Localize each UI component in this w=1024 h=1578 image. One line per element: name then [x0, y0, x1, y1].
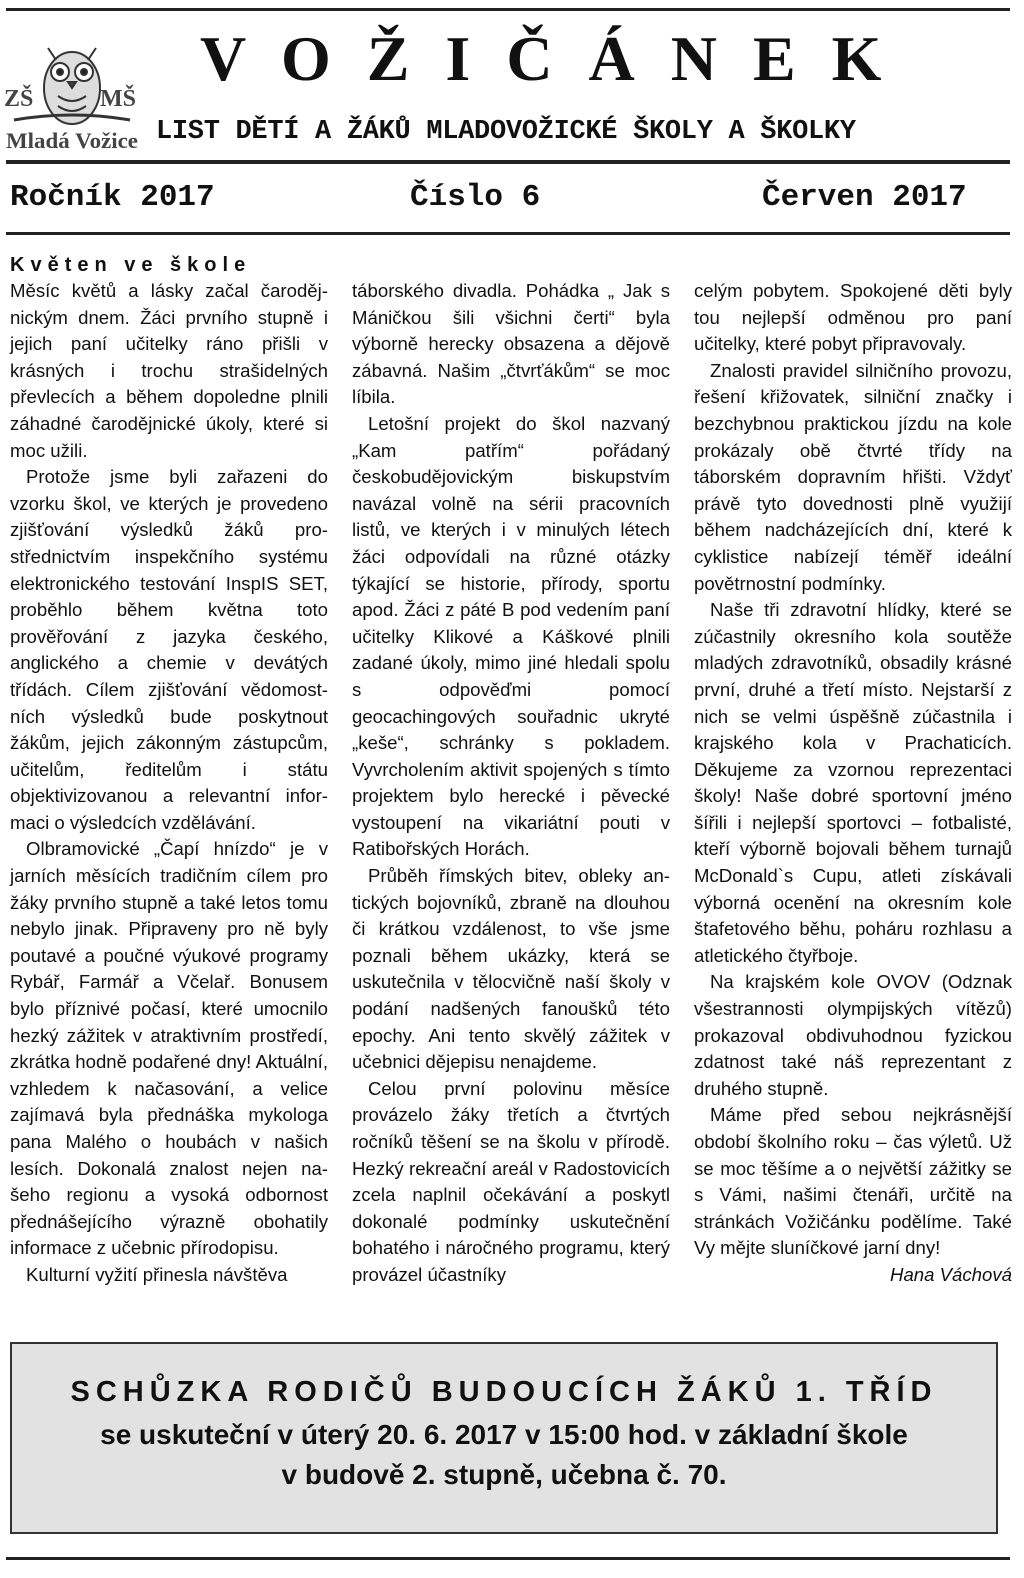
paragraph-last [694, 1102, 1012, 1285]
paragraph: celým pobytem. Spokojené děti byly tou nejlepší odměnou pro paní učitelky, které pobyt připravovaly. [694, 280, 1012, 355]
top-rule [6, 8, 1010, 11]
newsletter-subtitle: LIST DĚTÍ A ŽÁKŮ MLADOVOŽICKÉ ŠKOLY A ŠKOLKY [156, 117, 856, 147]
notice-title: SCHŮZKA RODIČŮ BUDOUCÍCH ŽÁKŮ 1. TŘÍD [70, 1376, 938, 1408]
paragraph-text: Máme před sebou nejkrásnější období školního roku – čas výletů. Už se moc těšíme a o největší zážitky se s Vámi, našimi čtenáři, určitě na stránkách Vožičánku podělíme. Také Vy mějte sluníčkové jarní dny! [694, 1104, 1012, 1259]
paragraph: táborského divadla. Pohádka „ Jak s Máničkou šili všichni čerti“ byla výborně herecky obsazena a dějově zábavná. Našim „čtvrťákům“ se moc líbila. [352, 280, 670, 408]
paragraph: Celou první polovinu měsíce provázelo žáky třetích a čtvrtých ročníků těšení se na školu v přírodě. Hezký rekreační areál v Radostovicích zcela naplnil očekávání a poskytl dokonalé podmínky uskutečnění bohatého i náročného programu, který provázel účastníky [352, 1077, 670, 1285]
issue-volume: Ročník 2017 [10, 180, 215, 215]
paragraph: Letošní projekt do škol nazvaný „Kam patřím“ pořádaný českobudějovickým biskupstvím navázal volně na sérii pracovních listů, ve kterých i v minulých létech žáci odpovídali na různé otázky týkající se historie, přírody, sportu apod. Žáci z páté B pod vedením paní učitelky Klikové a Káškové plnili zadané úkoly, mimo jiné hledali spolu s odpověďmi pomocí geocachingových souřadnic ukryté „keše“, schránky s pokladem. Vyvrcholením aktivit spojených s tímto projektem bylo herecké i pěvecké vystoupení na vikariátní pouti v Ratibořských Horách. [352, 412, 670, 860]
article-column-3 [694, 278, 1012, 1289]
paragraph: Znalosti pravidel silničního provozu, řešení křižovatek, silniční značky i bezchybnou praktickou jízdu na kole prokázaly obě čtvrté třídy na táborském dopravním hřišti. Vždyť právě tyto dovednosti plně využijí během nadcházejících dní, které k cyklistice nabízejí téměř ideální povětrnostní podmínky. [694, 359, 1012, 594]
issue-date: Červen 2017 [762, 180, 967, 215]
paragraph: Naše tři zdravotní hlídky, které se zúčastnily okresního kola soutěže mladých zdravotníků, obsadily krásné první, druhé a třetí místo. Nejstarší z nich se velmi úspěšně zúčastnila i krajského kola v Prachaticích. Děkujeme za vzornou reprezentaci školy! Naše dobré sportovní jméno šířili i nejlepší sportovci – fotbalisté, kteří výborně bojovali během turnajů McDonald`s Cupu, atleti získávali výborná ocenění na okresním kole štafetového běhu, poháru rozhlasu a atletického čtyřboje. [694, 599, 1012, 966]
logo-bottom-text: Mladá Vožice [6, 128, 139, 153]
parents-meeting-notice [10, 1342, 998, 1534]
notice-line-1: se uskuteční v úterý 20. 6. 2017 v 15:00 hod. v základní škole [100, 1419, 908, 1450]
article-column-2 [352, 278, 670, 1289]
paragraph: Průběh římských bitev, obleky antických bojovníků, zbraně na dlouhou či krátkou vzdálenost, to vše jsme poznali během ukázky, která se uskutečnila v tělocvičně naší školy v podání nadšených fanoušků této epochy. Ani tento skvělý zážitek v učebnici dějepisu nenajdeme. [352, 865, 670, 1073]
article-author: Hana Váchová [890, 1263, 1012, 1285]
paragraph: Protože jsme byli zařazeni do vzorku škol, ve kterých je provedeno zjišťování výsledků žáků prostřednictvím inspekčního systému elektronického testování InspIS SET, proběhlo během května toto prověřování z jazyka českého, anglického a chemie v devátých třídách. Cílem zjišťování vědomostních výsledků bude poskytnout žákům, jejich zákonným zástupcům, učitelům, ředitelům i státu objektivizovanou a relevantní informaci o výsledcích vzdělávání. [10, 466, 328, 833]
article-column-1 [10, 252, 328, 1289]
school-logo [4, 26, 140, 156]
logo-left-text: ZŠ [4, 86, 34, 112]
notice-line-2: v budově 2. stupně, učebna č. 70. [281, 1459, 727, 1490]
masthead-rule [6, 160, 1010, 164]
paragraph: Olbramovické „Čapí hnízdo“ je v jarních měsících tradičním cílem pro žáky prvního stupně a také letos tomu nebylo jinak. Připraveny pro ně byly poutavé a poučné výukové programy Rybář, Farmář a Včelař. Bonusem bylo příznivé počasí, které umocnilo hezký zážitek v atraktivním prostředí, zkrátka hodně podařené dny! Aktuální, vzhledem k načasování, a velice zajímavá byla přednáška mykologa pana Malého o houbách v našich lesích. Dokonalá znalost nejen našeho regionu a vysoká odbornost přednášejícího výrazně obohatily informace z učebnic přírodopisu. [10, 838, 328, 1259]
issue-rule [6, 232, 1010, 235]
newsletter-title: VOŽIČÁNEK [200, 23, 918, 94]
paragraph: Na krajském kole OVOV (Odznak všestrannosti olympijských vítězů) prokazoval obdivuhodnou fyzickou zdatnost také náš reprezentant z druhého stupně. [694, 971, 1012, 1099]
paragraph: Měsíc květů a lásky začal čarodějnickým dnem. Žáci prvního stupně i jejich paní učitelky ráno přišli v krásných i trochu strašidelných převlecích a během dopoledne plnili záhadné čarodějnické úkoly, které si moc užili. [10, 280, 328, 461]
bottom-rule [6, 1557, 1010, 1560]
logo-right-text: MŠ [100, 86, 136, 112]
paragraph: Kulturní vyžití přinesla návštěva [26, 1263, 288, 1285]
issue-number: Číslo 6 [410, 180, 541, 215]
article-heading: Květen ve škole [10, 254, 252, 276]
